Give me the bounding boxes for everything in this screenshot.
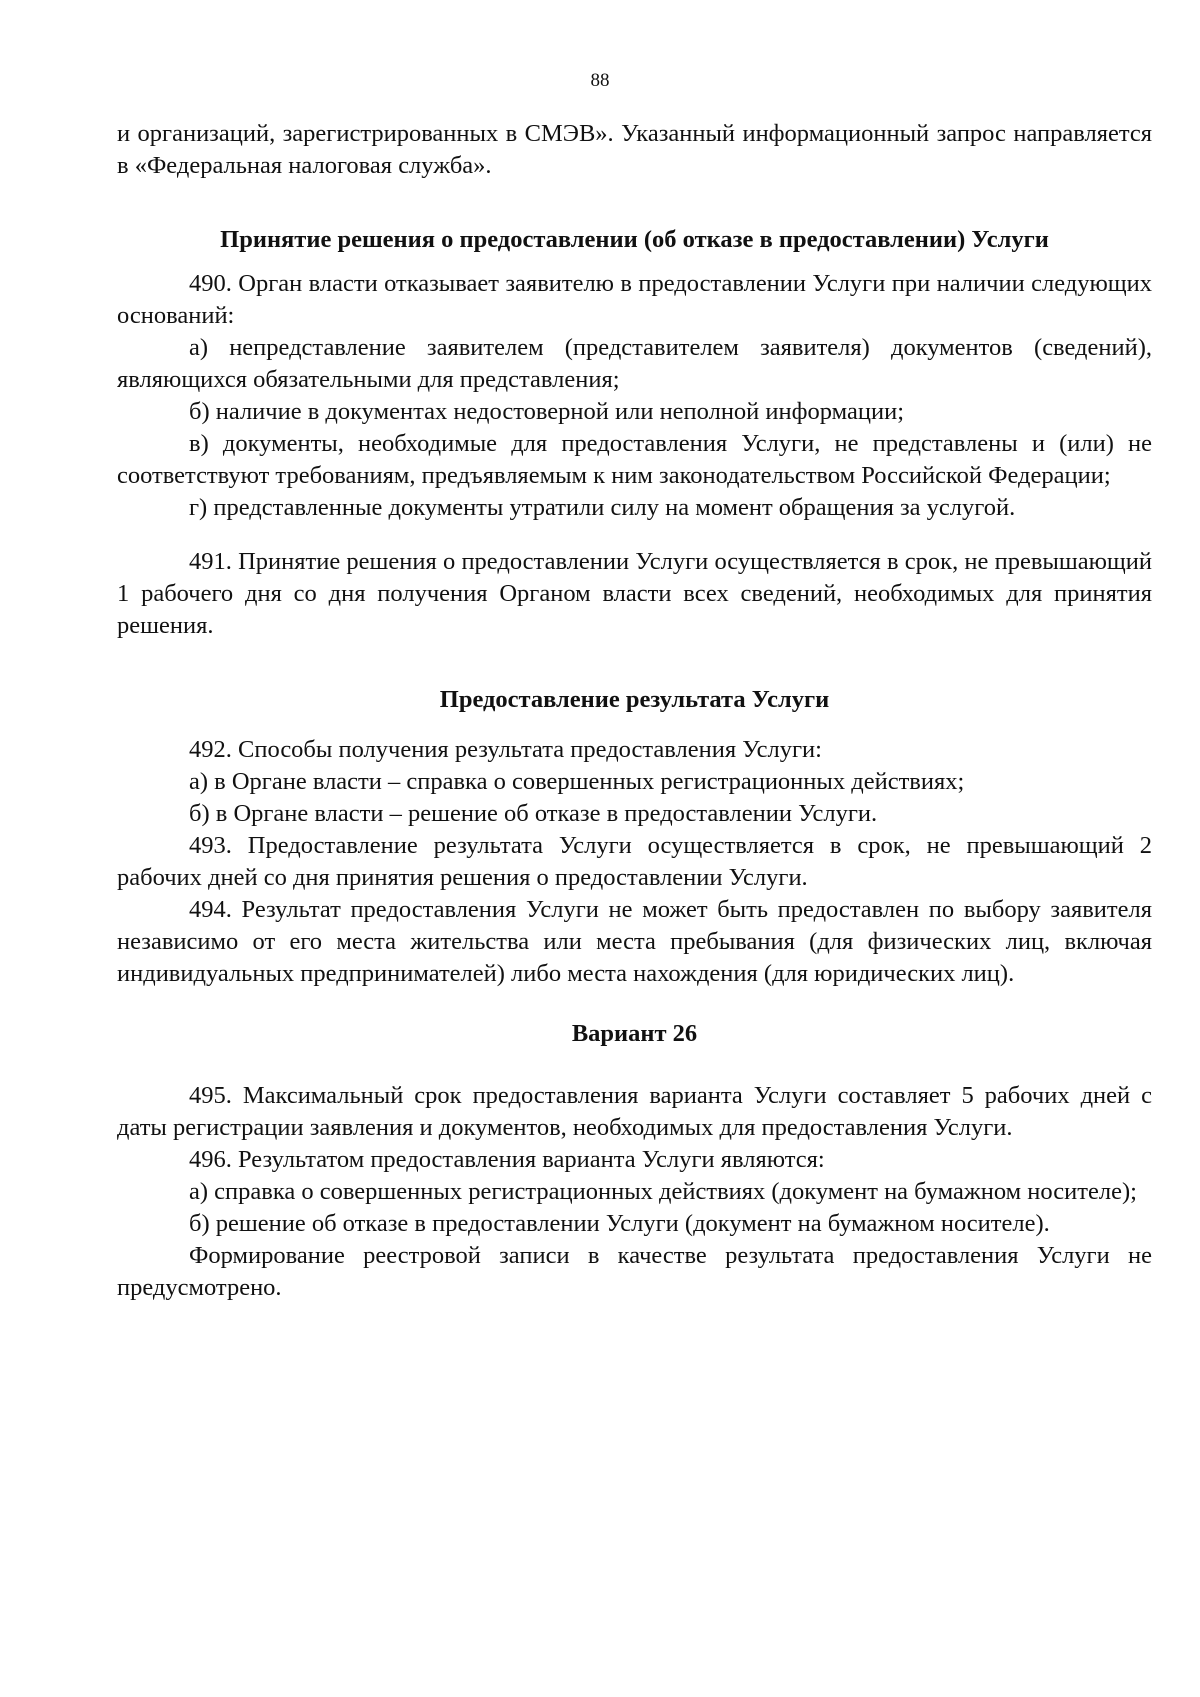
paragraph-492: 492. Способы получения результата предоставления Услуги:: [189, 736, 822, 763]
paragraph-492-a: а) в Органе власти – справка о совершенных регистрационных действиях;: [189, 768, 965, 795]
paragraph-490: 490. Орган власти отказывает заявителю в предоставлении Услуги при наличии следующих оснований:: [117, 270, 1152, 329]
paragraph-496-b: б) решение об отказе в предоставлении Услуги (документ на бумажном носителе).: [189, 1210, 1050, 1237]
intro-paragraph: и организаций, зарегистрированных в СМЭВ». Указанный информационный запрос направляется в «Федеральная налоговая служба».: [117, 120, 1152, 179]
section-heading-decision: Принятие решения о предоставлении (об отказе в предоставлении) Услуги: [220, 226, 1049, 253]
paragraph-491: 491. Принятие решения о предоставлении Услуги осуществляется в срок, не превышающий 1 рабочего дня со дня получения Органом власти всех сведений, необходимых для принятия решения.: [117, 548, 1152, 639]
paragraph-registry-note: Формирование реестровой записи в качестве результата предоставления Услуги не предусмотрено.: [117, 1242, 1152, 1301]
paragraph-490-c: в) документы, необходимые для предоставления Услуги, не представлены и (или) не соответствуют требованиям, предъявляемым к ним законодательством Российской Федерации;: [117, 430, 1152, 489]
paragraph-492-b: б) в Органе власти – решение об отказе в предоставлении Услуги.: [189, 800, 878, 827]
paragraph-496-a: а) справка о совершенных регистрационных действиях (документ на бумажном носителе);: [189, 1178, 1137, 1205]
section-heading-variant-26: Вариант 26: [571, 1020, 698, 1047]
paragraph-490-a: а) непредставление заявителем (представителем заявителя) документов (сведений), являющихся обязательными для представления;: [117, 334, 1152, 393]
paragraph-493: 493. Предоставление результата Услуги осуществляется в срок, не превышающий 2 рабочих дней со дня принятия решения о предоставлении Услуги.: [117, 832, 1152, 891]
paragraph-495: 495. Максимальный срок предоставления варианта Услуги составляет 5 рабочих дней с даты регистрации заявления и документов, необходимых для предоставления Услуги.: [117, 1082, 1152, 1141]
section-heading-result: Предоставление результата Услуги: [439, 686, 830, 713]
paragraph-496: 496. Результатом предоставления варианта Услуги являются:: [189, 1146, 825, 1173]
paragraph-490-d: г) представленные документы утратили силу на момент обращения за услугой.: [189, 494, 1016, 521]
paragraph-494: 494. Результат предоставления Услуги не может быть предоставлен по выбору заявителя независимо от его места жительства или места пребывания (для физических лиц, включая индивидуальных предпринимателей) либо места нахождения (для юридических лиц).: [117, 896, 1152, 987]
paragraph-490-b: б) наличие в документах недостоверной или неполной информации;: [189, 398, 904, 425]
page-number: 88: [590, 70, 610, 91]
document-body: [117, 118, 1152, 1304]
